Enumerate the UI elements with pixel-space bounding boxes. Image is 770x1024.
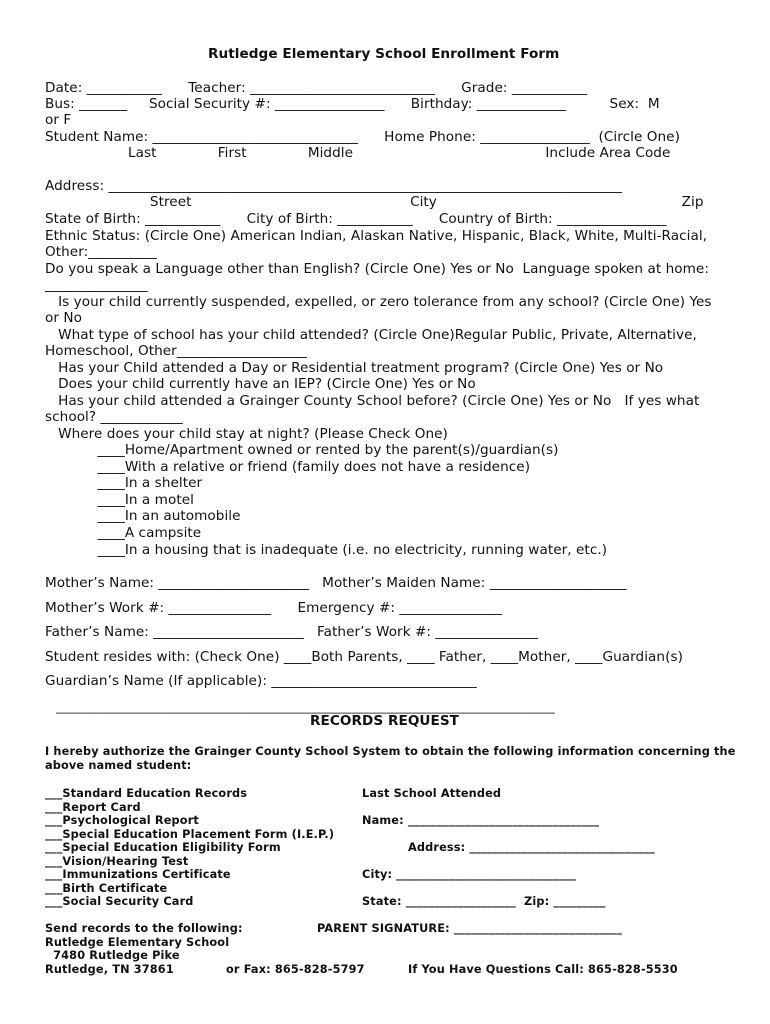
resides-with-line: Student resides with: (Check One) ____Both Parents, ____ Father, ____Mother, ____Guardian(s)	[45, 649, 683, 665]
page-title: Rutledge Elementary School Enrollment Form	[208, 46, 560, 62]
school-type-continuation-line: Homeschool, Other___________________	[45, 343, 307, 359]
night-stay-question-line: Where does your child stay at night? (Please Check One)	[45, 426, 448, 442]
record-option: ___Report Card	[45, 801, 141, 814]
address-caption-line: Street City Zip	[45, 194, 704, 210]
school-type-question-line: What type of school has your child attended? (Circle One)Regular Public, Private, Alternative,	[45, 327, 697, 343]
grainger-question-line: Has your child attended a Grainger County School before? (Circle One) Yes or No If yes what	[45, 393, 700, 409]
guardian-name-line: Guardian’s Name (If applicable): ______________________________	[45, 673, 477, 689]
sex-continuation-line: or F	[45, 112, 72, 128]
record-option: ___Vision/Hearing Test	[45, 855, 189, 868]
bus-ssn-birthday-sex-line: Bus: _______ Social Security #: ________________ Birthday: _____________ Sex: M	[45, 96, 660, 112]
last-school-heading: Last School Attended	[362, 787, 502, 800]
language-question-line: Do you speak a Language other than English? (Circle One) Yes or No Language spoken at home:	[45, 261, 709, 277]
mother-work-emergency-line: Mother’s Work #: _______________ Emergency #: _______________	[45, 600, 503, 616]
last-school-address: Address: ________________________________	[408, 841, 655, 854]
father-line: Father’s Name: ______________________ Father’s Work #: _______________	[45, 624, 539, 640]
night-stay-option: ____In a shelter	[45, 475, 203, 491]
fax-number: or Fax: 865-828-5797	[226, 963, 365, 976]
last-school-city: City: _______________________________	[362, 868, 577, 881]
suspension-continuation-line: or No	[45, 310, 82, 326]
section-divider: ______________________________________________________________________________________	[45, 701, 555, 714]
record-option: ___Special Education Eligibility Form	[45, 841, 281, 854]
night-stay-option: ____Home/Apartment owned or rented by the parent(s)/guardian(s)	[45, 442, 559, 458]
records-request-heading: RECORDS REQUEST	[310, 713, 460, 729]
record-option: ___Birth Certificate	[45, 882, 168, 895]
authorization-text: I hereby authorize the Grainger County School System to obtain the following information concerning the	[45, 745, 736, 758]
birth-place-line: State of Birth: ___________ City of Birth: ___________ Country of Birth: ________________	[45, 211, 667, 227]
questions-phone: If You Have Questions Call: 865-828-5530	[408, 963, 678, 976]
language-blank-line: _______________	[45, 277, 148, 293]
record-option: ___Special Education Placement Form (I.E.P.)	[45, 828, 335, 841]
treatment-program-line: Has your Child attended a Day or Residential treatment program? (Circle One) Yes or No	[45, 360, 664, 376]
authorization-text: above named student:	[45, 759, 192, 772]
record-option: ___Immunizations Certificate	[45, 868, 231, 881]
parent-signature-line: PARENT SIGNATURE: _____________________________	[317, 922, 623, 935]
record-option: ___Psychological Report	[45, 814, 199, 827]
name-caption-line: Last First Middle Include Area Code	[45, 145, 671, 161]
record-option: ___Social Security Card	[45, 895, 194, 908]
grainger-school-line: school? ____________	[45, 409, 183, 425]
suspension-question-line: Is your child currently suspended, expelled, or zero tolerance from any school? (Circle One) Yes	[45, 294, 712, 310]
ethnic-other-line: Other:__________	[45, 244, 157, 260]
student-name-phone-line: Student Name: ______________________________ Home Phone: ________________ (Circle One)	[45, 129, 680, 145]
last-school-name: Name: _________________________________	[362, 814, 600, 827]
night-stay-option: ____In a motel	[45, 492, 194, 508]
school-address-name: Rutledge Elementary School	[45, 936, 230, 949]
date-teacher-grade-line: Date: ___________ Teacher: ___________________________ Grade: ___________	[45, 80, 588, 96]
last-school-state-zip: State: ___________________ Zip: _________	[362, 895, 606, 908]
school-address-street: 7480 Rutledge Pike	[45, 949, 180, 962]
iep-question-line: Does your child currently have an IEP? (Circle One) Yes or No	[45, 376, 476, 392]
night-stay-option: ____In an automobile	[45, 508, 241, 524]
night-stay-option: ____In a housing that is inadequate (i.e. no electricity, running water, etc.)	[45, 542, 608, 558]
night-stay-option: ____With a relative or friend (family does not have a residence)	[45, 459, 531, 475]
ethnic-status-line: Ethnic Status: (Circle One) American Indian, Alaskan Native, Hispanic, Black, White, Multi-Racial,	[45, 228, 708, 244]
record-option: ___Standard Education Records	[45, 787, 248, 800]
mother-name-line: Mother’s Name: ______________________ Mother’s Maiden Name: ____________________	[45, 575, 627, 591]
school-address-city: Rutledge, TN 37861	[45, 963, 174, 976]
night-stay-option: ____A campsite	[45, 525, 202, 541]
address-line: Address: ___________________________________________________________________________	[45, 178, 623, 194]
send-records-label: Send records to the following:	[45, 922, 243, 935]
